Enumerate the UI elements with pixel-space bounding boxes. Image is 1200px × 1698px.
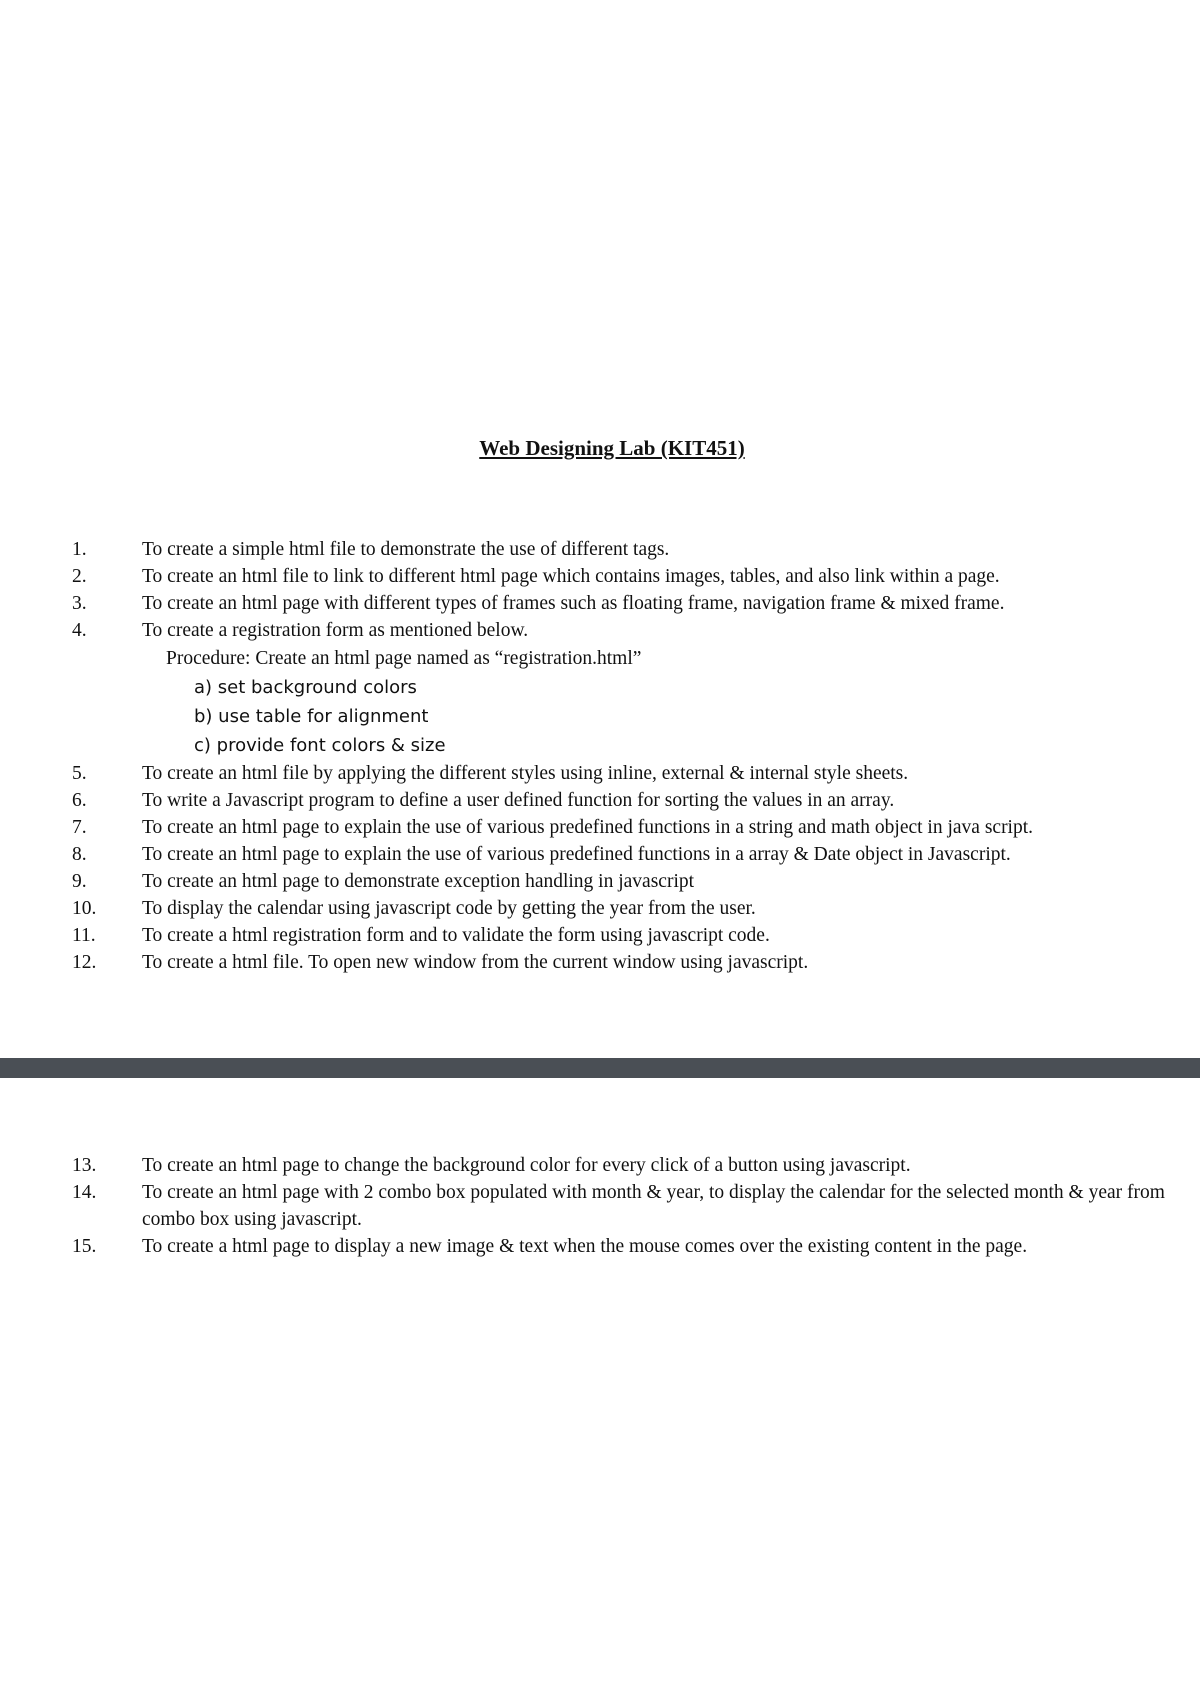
procedure-option: c) provide font colors & size [194,735,446,756]
list-item [0,1233,1200,1260]
page-title: Web Designing Lab (KIT451) [479,436,745,460]
item-text: To write a Javascript program to define a user defined function for sorting the values in an array. [142,790,895,811]
list-item [0,760,1200,787]
item-text: To create an html file by applying the different styles using inline, external & internal style sheets. [142,763,909,784]
task-list-part-2 [0,760,1200,976]
item-text: To create a simple html file to demonstrate the use of different tags. [142,539,670,560]
item-text: To create a html page to display a new image & text when the mouse comes over the existing content in the page. [142,1236,1028,1257]
list-item [0,563,1200,590]
list-item [0,590,1200,617]
item-number: 9. [72,871,87,892]
item-text: To create an html file to link to different html page which contains images, tables, and also link within a page. [142,566,1000,587]
item-number: 2. [72,566,87,587]
item-number: 10. [72,898,97,919]
item-text: To create a registration form as mentioned below. [142,620,529,641]
list-item [0,1179,1200,1233]
list-item [0,787,1200,814]
list-item [0,1152,1200,1179]
list-item [0,617,1200,644]
list-item [0,536,1200,563]
list-item [0,922,1200,949]
list-item [0,895,1200,922]
item-number: 13. [72,1155,97,1176]
item-number: 14. [72,1182,97,1203]
item-number: 11. [72,925,96,946]
item-number: 5. [72,763,87,784]
list-item [0,868,1200,895]
list-item [0,949,1200,976]
page-divider [0,1058,1200,1078]
item-text: To create an html page to change the background color for every click of a button using javascript. [142,1155,911,1176]
procedure-option: a) set background colors [194,677,417,698]
item-text: To create a html file. To open new window from the current window using javascript. [142,952,809,973]
item-number: 15. [72,1236,97,1257]
procedure-option: b) use table for alignment [194,706,429,727]
item-text: To create an html page with different types of frames such as floating frame, navigation frame & mixed frame. [142,593,1005,614]
item-text: To display the calendar using javascript code by getting the year from the user. [142,898,756,919]
item-number: 12. [72,952,97,973]
task-list-part-1 [0,536,1200,760]
item-text: To create an html page with 2 combo box populated with month & year, to display the calendar for the selected month & year from combo box using javascript. [142,1182,1165,1230]
item-number: 1. [72,539,87,560]
item-text: To create an html page to demonstrate exception handling in javascript [142,871,695,892]
item-number: 3. [72,593,87,614]
item-number: 6. [72,790,87,811]
list-item [0,841,1200,868]
procedure-text: Procedure: Create an html page named as “registration.html” [166,648,642,669]
item-text: To create an html page to explain the use of various predefined functions in a string and math object in java script. [142,817,1034,838]
item-text: To create a html registration form and to validate the form using javascript code. [142,925,770,946]
item-number: 7. [72,817,87,838]
list-item [0,814,1200,841]
task-list-part-3 [0,1152,1200,1260]
item-text: To create an html page to explain the use of various predefined functions in a array & Date object in Javascript. [142,844,1011,865]
item-number: 8. [72,844,87,865]
item-number: 4. [72,620,87,641]
